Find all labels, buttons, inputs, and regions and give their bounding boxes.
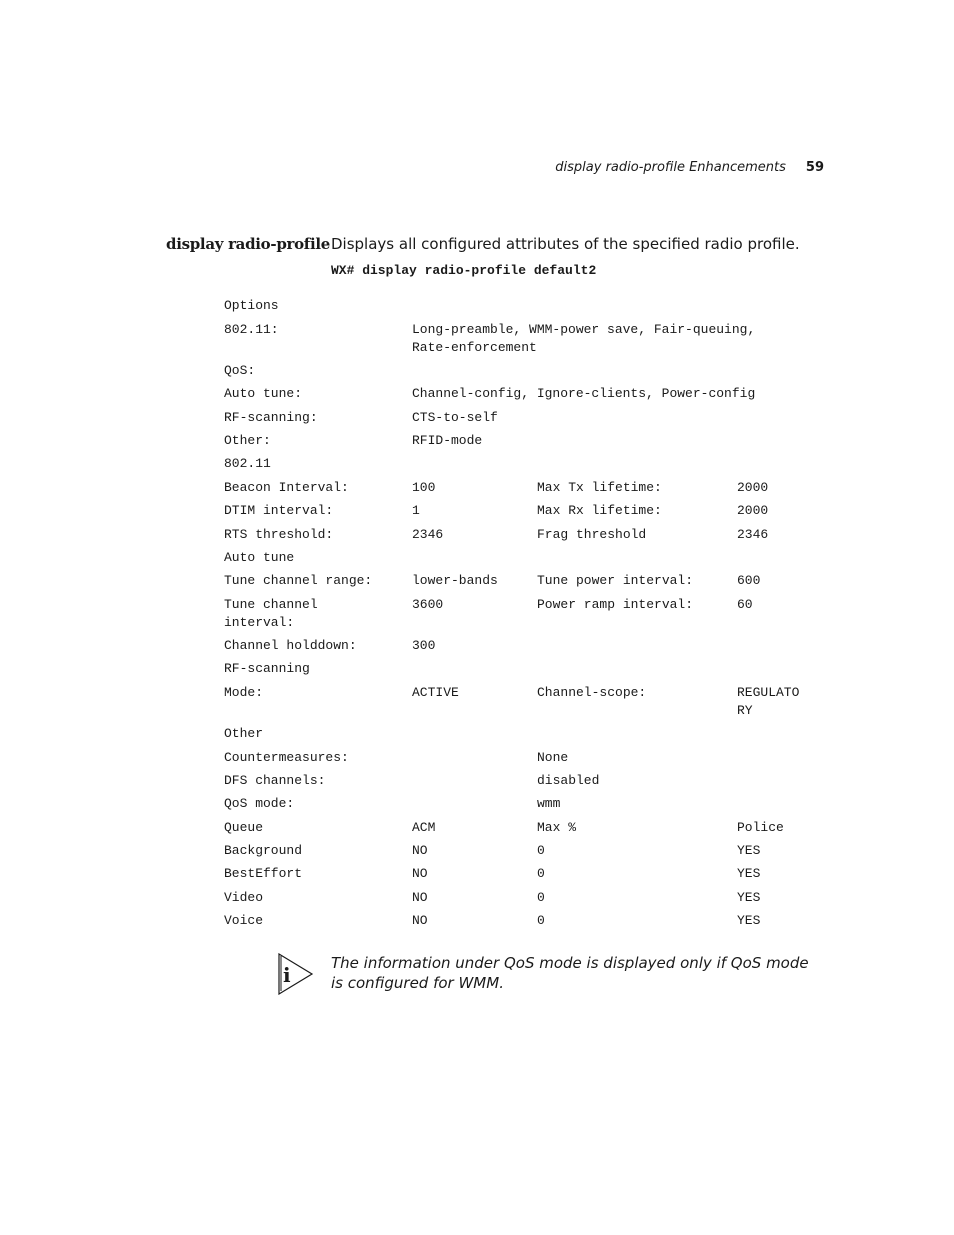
queue-police: YES (737, 913, 761, 928)
row-label (224, 596, 318, 632)
output-row (224, 455, 824, 479)
row-value: disabled (537, 773, 600, 788)
row-value: 2346 (412, 527, 444, 542)
queue-max: 0 (537, 843, 545, 858)
options-heading: Options (224, 298, 279, 313)
queue-name: Background (224, 843, 303, 858)
output-row (224, 684, 824, 725)
queue-table-row (224, 842, 824, 865)
queue-name: BestEffort (224, 866, 303, 881)
row-label: Auto tune: (224, 386, 303, 401)
row-label: Channel-scope: (537, 685, 647, 700)
row-label: RF-scanning: (224, 410, 318, 425)
row-label: Max Tx lifetime: (537, 480, 662, 495)
acm-column-header: ACM (412, 820, 436, 835)
queue-acm: NO (412, 843, 428, 858)
queue-police: YES (737, 866, 761, 881)
row-value: 2000 (737, 480, 769, 495)
row-value: lower-bands (412, 573, 498, 588)
svg-text:i: i (283, 963, 291, 987)
output-row (224, 502, 824, 526)
output-row (224, 297, 824, 321)
police-column-header: Police (737, 820, 784, 835)
row-value: 100 (412, 480, 436, 495)
row-value: RFID-mode (412, 433, 483, 448)
queue-name: Voice (224, 913, 264, 928)
queue-police: YES (737, 890, 761, 905)
queue-table-header (224, 819, 824, 842)
row-value: 2346 (737, 527, 769, 542)
row-label: Other: (224, 433, 271, 448)
max-column-header: Max % (537, 820, 577, 835)
rfscan-heading: RF-scanning (224, 661, 310, 676)
queue-column-header: Queue (224, 820, 264, 835)
note-text: The information under QoS mode is displayed only if QoS mode is configured for WMM. (331, 954, 809, 992)
output-row (224, 479, 824, 502)
autotune-heading: Auto tune (224, 550, 295, 565)
queue-acm: NO (412, 913, 428, 928)
row-label: DTIM interval: (224, 503, 334, 518)
row-label-line: interval: (224, 615, 295, 630)
row-value: 60 (737, 597, 753, 612)
output-row (224, 321, 824, 362)
queue-police: YES (737, 843, 761, 858)
section-description: Displays all configured attributes of the specified radio profile. (331, 235, 800, 253)
row-value: 600 (737, 573, 761, 588)
row-label: QoS mode: (224, 796, 295, 811)
queue-max: 0 (537, 913, 545, 928)
queue-max: 0 (537, 866, 545, 881)
row-label: Max Rx lifetime: (537, 503, 662, 518)
row-value (412, 321, 755, 357)
queue-acm: NO (412, 890, 428, 905)
output-row (224, 362, 824, 385)
qos-label: QoS: (224, 363, 256, 378)
row-value: 3600 (412, 597, 444, 612)
queue-max: 0 (537, 890, 545, 905)
row-label: Tune power interval: (537, 573, 694, 588)
info-icon (278, 953, 314, 995)
header-title: display radio-profile Enhancements (555, 160, 786, 175)
command-line: WX# display radio-profile default2 (331, 263, 597, 278)
row-value: ACTIVE (412, 685, 459, 700)
row-label: DFS channels: (224, 773, 326, 788)
row-value-line: RY (737, 703, 753, 718)
queue-name: Video (224, 890, 264, 905)
output-row (224, 572, 824, 596)
queue-table-row (224, 912, 824, 935)
row-label: Frag threshold (537, 527, 647, 542)
row-label: Tune channel range: (224, 573, 373, 588)
output-row (224, 432, 824, 455)
section-80211-heading: 802.11 (224, 456, 271, 471)
other-heading: Other (224, 726, 264, 741)
output-row (224, 549, 824, 572)
output-row (224, 749, 824, 772)
row-value: 300 (412, 638, 436, 653)
row-label: 802.11: (224, 322, 279, 337)
row-value (737, 684, 799, 720)
row-label: Channel holddown: (224, 638, 357, 653)
queue-table-row (224, 889, 824, 912)
output-row (224, 772, 824, 795)
row-label: Beacon Interval: (224, 480, 349, 495)
page-number: 59 (805, 160, 824, 175)
output-row (224, 526, 824, 549)
row-label: Countermeasures: (224, 750, 349, 765)
row-value: 1 (412, 503, 420, 518)
row-value: 2000 (737, 503, 769, 518)
running-header (0, 160, 824, 175)
output-row (224, 795, 824, 819)
queue-table-row (224, 865, 824, 889)
command-output (224, 297, 824, 935)
output-row (224, 596, 824, 637)
row-value: wmm (537, 796, 561, 811)
row-label-line: Tune channel (224, 597, 318, 612)
row-label: Power ramp interval: (537, 597, 694, 612)
row-label: RTS threshold: (224, 527, 334, 542)
row-label: Mode: (224, 685, 264, 700)
row-value: None (537, 750, 569, 765)
row-value: CTS-to-self (412, 410, 498, 425)
row-value: Channel-config, Ignore-clients, Power-config (412, 386, 756, 401)
output-row (224, 637, 824, 660)
section-heading: display radio-profile (166, 235, 331, 253)
queue-acm: NO (412, 866, 428, 881)
output-row (224, 409, 824, 432)
row-value-line: Long-preamble, WMM-power save, Fair-queuing, (412, 322, 756, 337)
output-row (224, 725, 824, 749)
row-value-line: REGULATO (737, 685, 800, 700)
row-value-line: Rate-enforcement (412, 340, 537, 355)
output-row (224, 385, 824, 409)
output-row (224, 660, 824, 684)
